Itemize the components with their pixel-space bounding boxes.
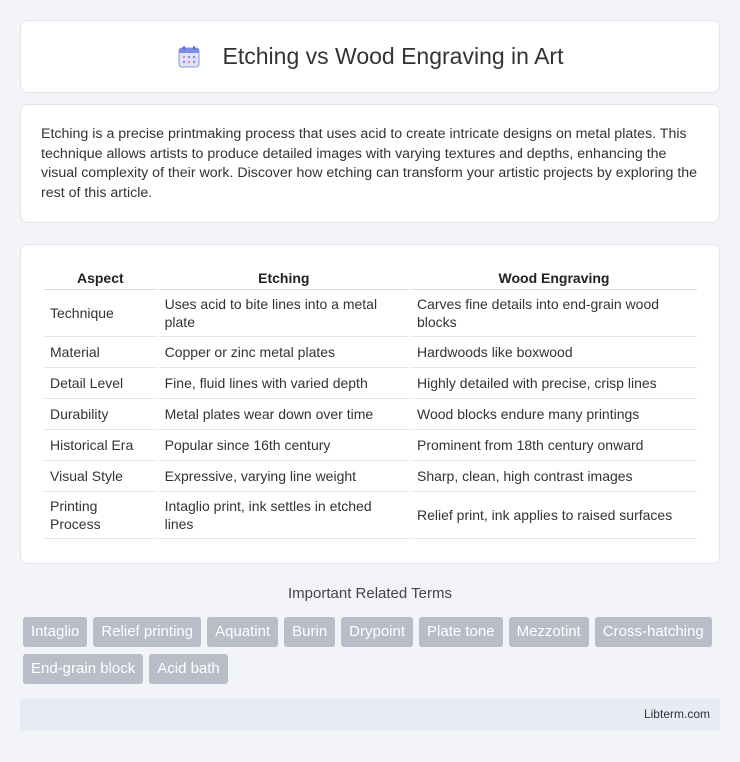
comparison-card: [20, 244, 720, 564]
cell-etching: Metal plates wear down over time: [159, 399, 409, 430]
cell-etching: Intaglio print, ink settles in etched lines: [159, 492, 409, 539]
table-row: [44, 430, 697, 461]
cell-etching: Expressive, varying line weight: [159, 461, 409, 492]
tag-burin[interactable]: Burin: [284, 617, 335, 647]
cell-wood-engraving: Carves fine details into end-grain wood blocks: [411, 290, 697, 337]
cell-aspect: Detail Level: [44, 368, 157, 399]
related-terms-tags: [23, 617, 723, 691]
cell-etching: Fine, fluid lines with varied depth: [159, 368, 409, 399]
cell-aspect: Historical Era: [44, 430, 157, 461]
cell-aspect: Durability: [44, 399, 157, 430]
title-card: [20, 20, 720, 93]
tag-drypoint[interactable]: Drypoint: [341, 617, 413, 647]
tag-aquatint[interactable]: Aquatint: [207, 617, 278, 647]
cell-wood-engraving: Relief print, ink applies to raised surfaces: [411, 492, 697, 539]
tag-acid-bath[interactable]: Acid bath: [149, 654, 228, 684]
page-title: Etching vs Wood Engraving in Art: [222, 43, 564, 69]
cell-wood-engraving: Prominent from 18th century onward: [411, 430, 697, 461]
header-wood-engraving: Wood Engraving: [411, 267, 697, 290]
tag-intaglio[interactable]: Intaglio: [23, 617, 87, 647]
tag-end-grain-block[interactable]: End-grain block: [23, 654, 143, 684]
cell-aspect: Technique: [44, 290, 157, 337]
calendar-icon: [177, 45, 201, 69]
tag-plate-tone[interactable]: Plate tone: [419, 617, 503, 647]
cell-aspect: Material: [44, 337, 157, 368]
table-row: [44, 461, 697, 492]
cell-aspect: Printing Process: [44, 492, 157, 539]
table-header-row: [44, 267, 697, 290]
tag-relief-printing[interactable]: Relief printing: [93, 617, 201, 647]
header-etching: Etching: [159, 267, 409, 290]
table-row: [44, 399, 697, 430]
cell-aspect: Visual Style: [44, 461, 157, 492]
footer-brand-link[interactable]: Libterm.com: [643, 707, 710, 721]
cell-wood-engraving: Wood blocks endure many printings: [411, 399, 697, 430]
comparison-table: [42, 267, 699, 539]
related-terms-title: Important Related Terms: [288, 585, 452, 602]
cell-wood-engraving: Highly detailed with precise, crisp lines: [411, 368, 697, 399]
header-aspect: Aspect: [44, 267, 157, 290]
table-row: [44, 368, 697, 399]
footer: [20, 698, 720, 731]
tag-cross-hatching[interactable]: Cross-hatching: [595, 617, 712, 647]
table-row: [44, 337, 697, 368]
table-row: [44, 492, 697, 539]
cell-etching: Popular since 16th century: [159, 430, 409, 461]
cell-etching: Uses acid to bite lines into a metal plate: [159, 290, 409, 337]
tag-mezzotint[interactable]: Mezzotint: [509, 617, 589, 647]
intro-text: Etching is a precise printmaking process that uses acid to create intricate designs on metal plates. This technique allows artists to produce detailed images with varying textures and depths, enhancing the visual complexity of their work. Discover how etching can transform your artistic projects by exploring the rest of this article.: [41, 126, 698, 201]
cell-wood-engraving: Sharp, clean, high contrast images: [411, 461, 697, 492]
cell-wood-engraving: Hardwoods like boxwood: [411, 337, 697, 368]
intro-card: [20, 104, 720, 223]
cell-etching: Copper or zinc metal plates: [159, 337, 409, 368]
table-row: [44, 290, 697, 337]
